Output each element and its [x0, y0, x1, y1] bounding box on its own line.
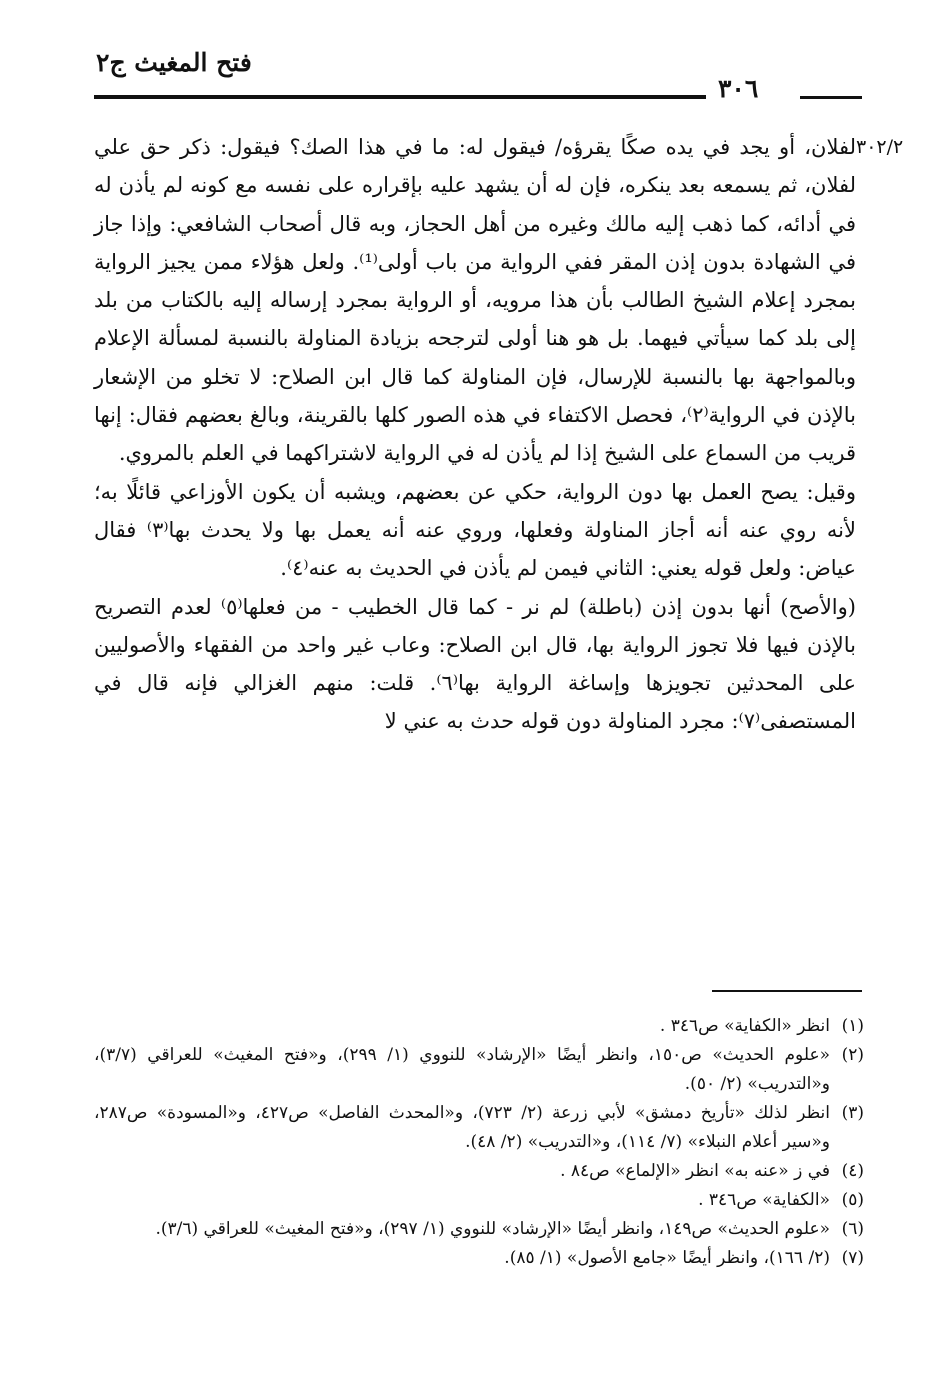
footnote-text: انظر «الكفاية» ص٣٤٦ . — [659, 1016, 830, 1036]
footnote-number: (٢) — [841, 1045, 864, 1065]
footnote-separator — [712, 990, 862, 992]
footnote — [94, 1186, 864, 1215]
footnotes — [94, 1012, 864, 1273]
paragraph: وقيل: يصح العمل بها دون الرواية، حكي عن بعضهم، ويشبه أن يكون الأوزاعي قائلًا به؛ لأنه روي عنه أنه أجاز المناولة وفعلها، وروي عنه أنه يعمل بها ولا يحدث بها⁽٣⁾ فقال عياض: ولعل قوله يعني: الثاني فيمن لم يأذن في الحديث به عنه⁽٤⁾. — [94, 479, 856, 581]
footnote-text: (٢/ ١٦٦)، وانظر أيضًا «جامع الأصول» (١/ ٨٥). — [504, 1248, 830, 1268]
footnote-text: في ز «عنه به» انظر «الإلماع» ص٨٤ . — [560, 1161, 830, 1181]
paragraph: لفلان، أو يجد في يده صكًا يقرؤه/ فيقول له: ما في هذا الصك؟ فيقول: ذكر حق علي لفلان، ثم يسمعه بعد ينكره، فإن له أن يشهد عليه بإقراره على نفسه مع كونه لم يأذن له في أدائه، كما ذهب إليه مالك وغيره من أهل الحجاز، وبه قال أصحاب الشافعي: وإذا جاز في الشهادة بدون إذن المقر ففي الرواية من باب أولى⁽¹⁾. ولعل هؤلاء ممن يجيز الرواية بمجرد إعلام الشيخ الطالب بأن هذا مرويه، أو الرواية بمجرد إرساله إليه بالكتاب من بلد إلى بلد كما سيأتي فيهما. بل هو هنا أولى لترجحه بزيادة المناولة بالنسبة لمسألة الإعلام وبالمواجهة بها بالنسبة للإرسال، فإن المناولة كما قال ابن الصلاح: لا تخلو من الإشعار بالإذن في الرواية⁽٢⁾، فحصل الاكتفاء في هذه الصور كلها بالقرينة، وبالغ بعضهم فقال: إنها قريب من السماع على الشيخ إذا لم يأذن له في الرواية لاشتراكهما في العلم بالمروي. — [94, 135, 856, 466]
footnote — [94, 1244, 864, 1273]
book-title: فتح المغيث ج٢ — [96, 48, 252, 77]
main-text — [94, 128, 856, 741]
footnote-text: «علوم الحديث» ص١٥٠، وانظر أيضًا «الإرشاد» للنووي (١/ ٢٩٩)، و«فتح المغيث» للعراقي (٣/٧)، و«التدريب» (٢/ ٥٠). — [94, 1045, 830, 1094]
margin-reference: ٣٠٢/٢ — [856, 136, 904, 158]
footnote — [94, 1157, 864, 1186]
header-rule — [94, 95, 706, 99]
footnote-number: (٣) — [841, 1103, 864, 1123]
page-number: ٣٠٦ — [718, 74, 759, 103]
footnote-text: انظر لذلك «تأريخ دمشق» لأبي زرعة (٢/ ٧٢٣)، و«المحدث الفاصل» ص٤٢٧، و«المسودة» ص٢٨٧، و«سير أعلام النبلاء» (٧/ ١١٤)، و«التدريب» (٢/ ٤٨). — [94, 1103, 830, 1152]
footnote-number: (١) — [841, 1016, 864, 1036]
footnote-number: (٤) — [841, 1161, 864, 1181]
paragraph: (والأصح) أنها بدون إذن (باطلة) لم نر - كما قال الخطيب - من فعلها⁽٥⁾ لعدم التصريح بالإذن فيها فلا تجوز الرواية بها، قال ابن الصلاح: وعاب غير واحد من الفقهاء والأصوليين على المحدثين تجويزها وإساغة الرواية بها⁽٦⁾. قلت: منهم الغزالي فإنه قال في المستصفى⁽٧⁾: مجرد المناولة دون قوله حدث به عني لا — [94, 594, 857, 734]
footnote — [94, 1041, 864, 1099]
header-rule-short — [800, 96, 862, 99]
footnote-number: (٧) — [841, 1248, 864, 1268]
footnote — [94, 1099, 864, 1157]
footnote — [94, 1012, 864, 1041]
footnote-text: «علوم الحديث» ص١٤٩، وانظر أيضًا «الإرشاد» للنووي (١/ ٢٩٧)، و«فتح المغيث» للعراقي (٣/٦). — [155, 1219, 830, 1239]
footnote-text: «الكفاية» ص٣٤٦ . — [698, 1190, 830, 1210]
footnote-number: (٥) — [841, 1190, 864, 1210]
footnote — [94, 1215, 864, 1244]
footnote-number: (٦) — [841, 1219, 864, 1239]
